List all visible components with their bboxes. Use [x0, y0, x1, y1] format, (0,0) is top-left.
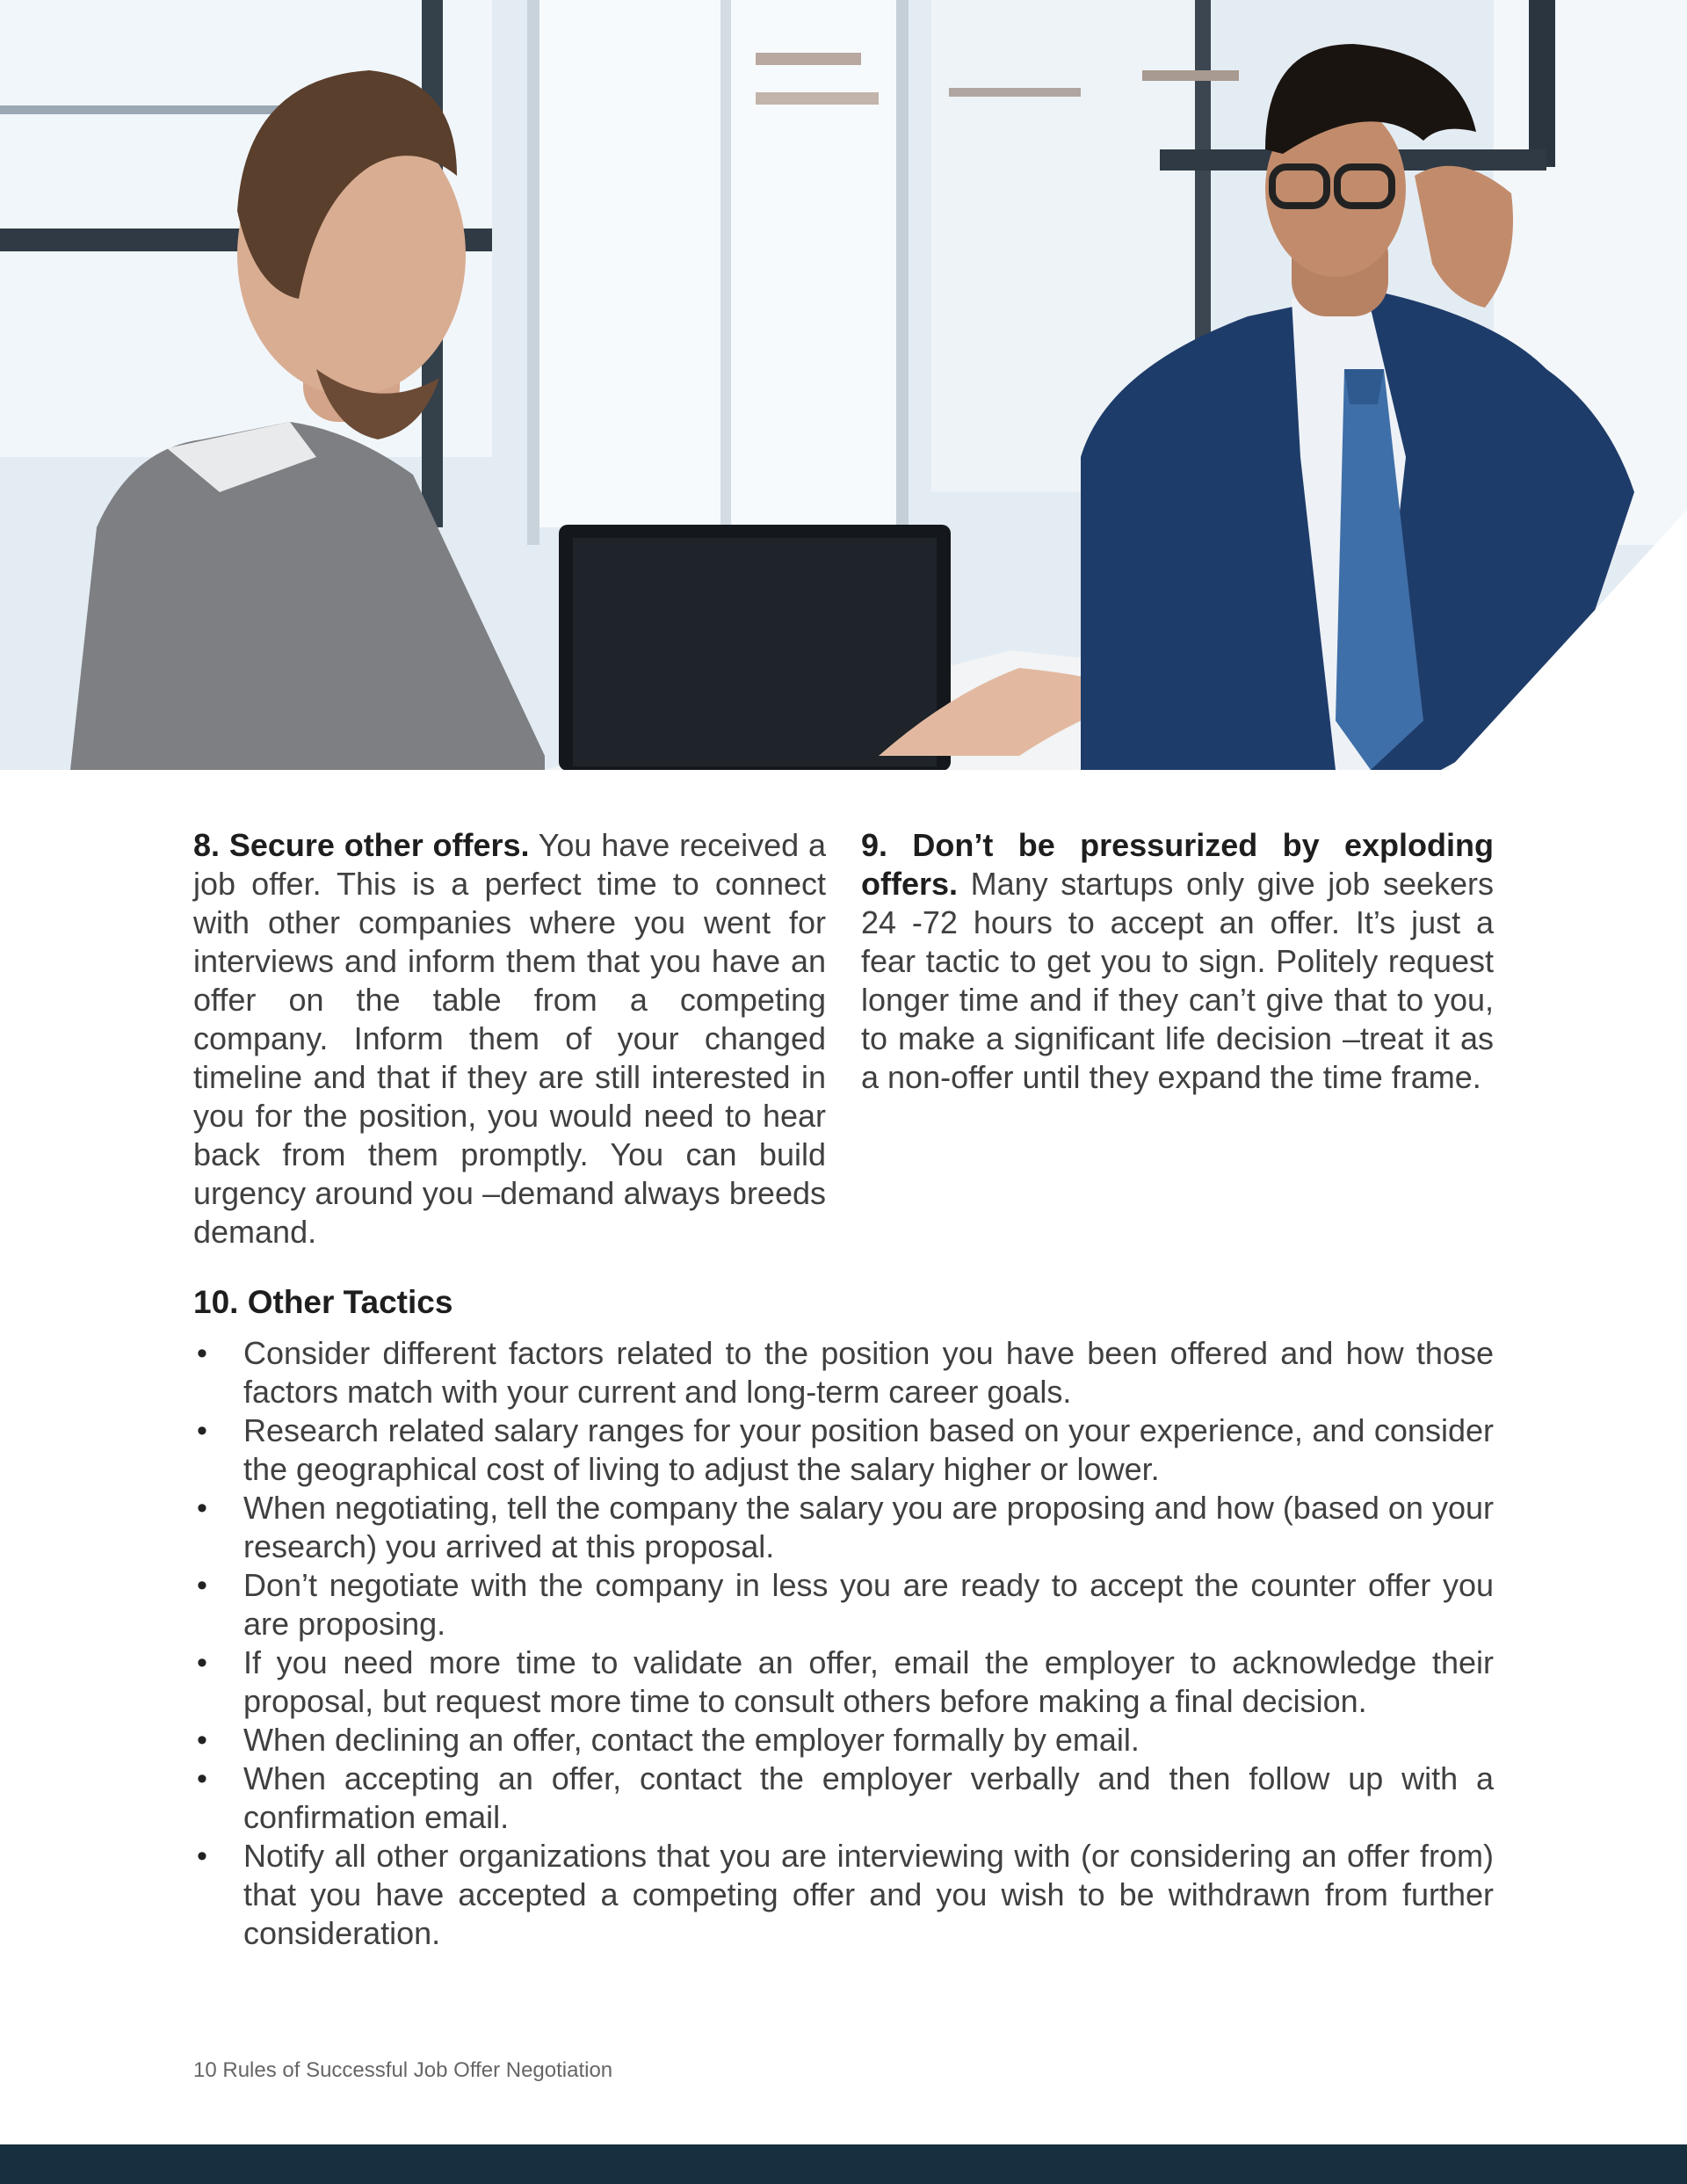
footer-bar — [0, 2144, 1687, 2184]
section-9-body: Many startups only give job seekers 24 -72 hours to accept an offer. It’s just a fear tactic to get you to sign. Politely request longer time and if they can’t give that to you, to make a significant life decision –treat it as a non-offer until they expand the time frame. — [861, 866, 1494, 1095]
bullet-icon: • — [197, 1491, 207, 1525]
section-9-heading: 9. Don’t be pressurized by exploding offers. — [861, 827, 1494, 902]
section-9 — [861, 826, 1494, 1252]
list-item: • When accepting an offer, contact the employer verbally and then follow up with a confirmation email. — [197, 1760, 1494, 1835]
section-8-heading: 8. Secure other offers. — [193, 827, 530, 863]
footer-title: 10 Rules of Successful Job Offer Negotiation — [193, 2058, 613, 2082]
bullet-icon: • — [197, 1414, 207, 1448]
bullet-icon: • — [197, 1337, 207, 1370]
two-column-section — [193, 826, 1494, 1252]
bullet-icon: • — [197, 1569, 207, 1602]
hero-illustration — [0, 0, 1687, 770]
tactics-list — [193, 1334, 1494, 1953]
list-item: • Don’t negotiate with the company in less you are ready to accept the counter offer you are proposing. — [197, 1567, 1494, 1642]
hero-photo — [0, 0, 1687, 770]
section-8 — [193, 826, 826, 1252]
bullet-icon: • — [197, 1839, 207, 1873]
list-item: • If you need more time to validate an offer, email the employer to acknowledge their proposal, but request more time to consult others before making a final decision. — [197, 1644, 1494, 1719]
list-item: • Research related salary ranges for your position based on your experience, and consider the geographical cost of living to adjust the salary higher or lower. — [197, 1412, 1494, 1487]
list-item: • Notify all other organizations that you are interviewing with (or considering an offer from) that you have accepted a competing offer and you wish to be withdrawn from further consideration. — [197, 1838, 1494, 1951]
list-item: • Consider different factors related to the position you have been offered and how those factors match with your current and long-term career goals. — [197, 1335, 1494, 1410]
bullet-icon: • — [197, 1646, 207, 1680]
section-10-heading: 10. Other Tactics — [193, 1284, 453, 1320]
bullet-icon: • — [197, 1762, 207, 1796]
article-body — [193, 826, 1494, 1953]
list-item: • When negotiating, tell the company the salary you are proposing and how (based on your research) you arrived at this proposal. — [197, 1490, 1494, 1564]
list-item: • When declining an offer, contact the employer formally by email. — [197, 1722, 1140, 1758]
section-8-body: You have received a job offer. This is a perfect time to connect with other companies where you went for interviews and inform them that you have an offer on the table from a competing company. Inform them of your changed timeline and that if they are still interested in you for the position, you would need to hear back from them promptly. You can build urgency around you –demand always breeds demand. — [193, 827, 826, 1250]
bullet-icon: • — [197, 1723, 207, 1757]
